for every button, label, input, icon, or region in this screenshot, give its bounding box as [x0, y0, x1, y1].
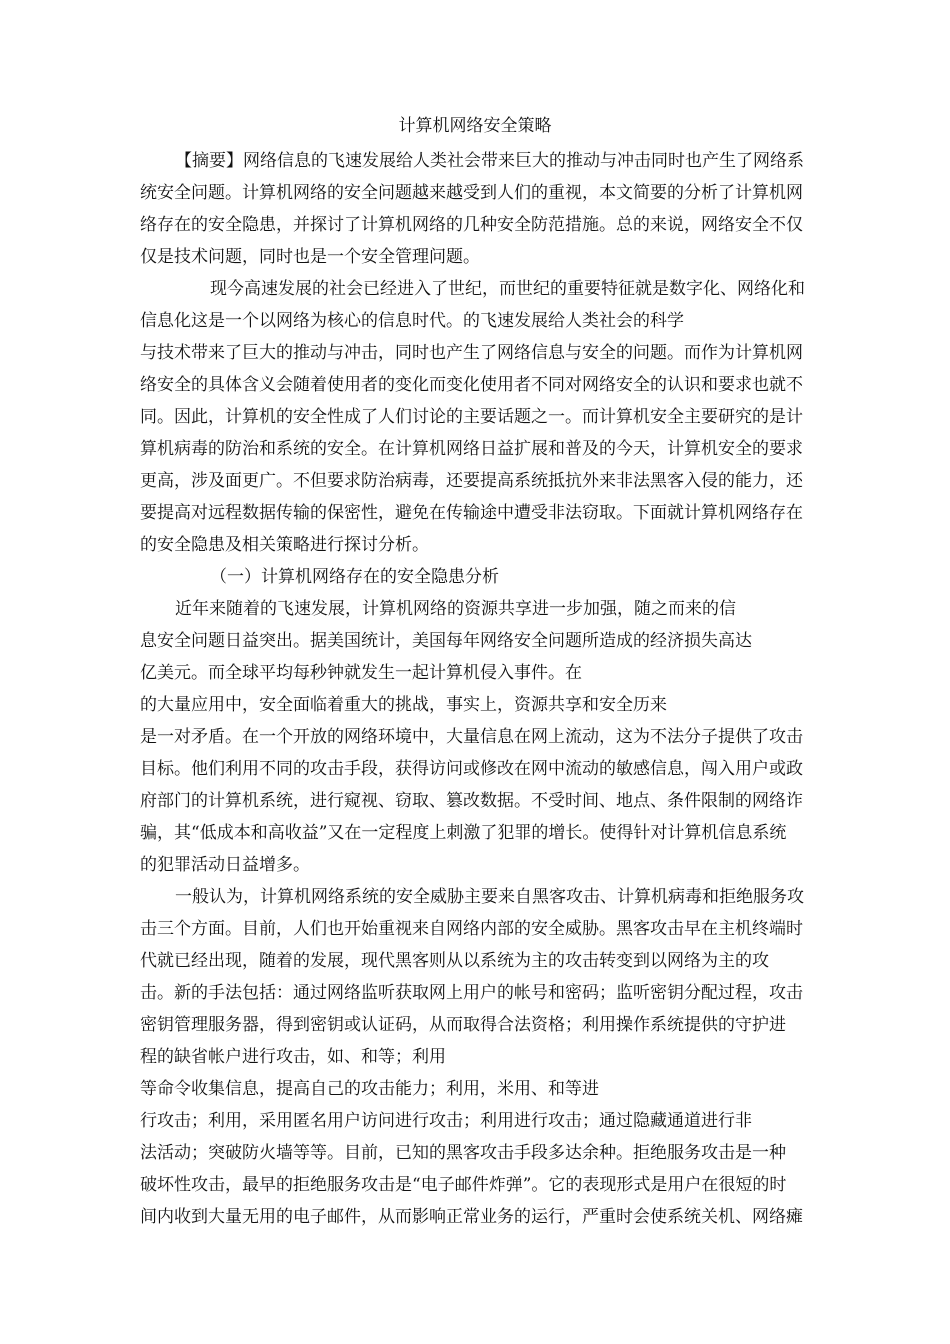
paragraph-line: 击。新的手法包括：通过网络监听获取网上用户的帐号和密码；监听密钥分配过程，攻击	[140, 983, 803, 1003]
paragraph-line: 是一对矛盾。在一个开放的网络环境中，大量信息在网上流动，这为不法分子提供了攻击	[140, 727, 803, 747]
abstract-line-1: 【摘要】网络信息的飞速发展给人类社会带来巨大的推动与冲击同时也产生了网络系	[175, 151, 804, 171]
paragraph-line: 的安全隐患及相关策略进行探讨分析。	[140, 535, 429, 555]
paragraph-line: 行攻击；利用，采用匿名用户访问进行攻击；利用进行攻击；通过隐藏通道进行非	[140, 1111, 752, 1131]
document-title: 计算机网络安全策略	[398, 116, 552, 136]
paragraph-line: 间内收到大量无用的电子邮件，从而影响正常业务的运行，严重时会使系统关机、网络瘫	[140, 1207, 803, 1227]
paragraph-line: 亿美元。而全球平均每秒钟就发生一起计算机侵入事件。在	[140, 663, 582, 683]
section-heading: （一）计算机网络存在的安全隐患分析	[210, 567, 499, 587]
paragraph-line: 密钥管理服务器，得到密钥或认证码，从而取得合法资格；利用操作系统提供的守护进	[140, 1015, 786, 1035]
paragraph-line: 信息化这是一个以网络为核心的信息时代。的飞速发展给人类社会的科学	[140, 311, 684, 331]
paragraph-line: 府部门的计算机系统，进行窥视、窃取、篡改数据。不受时间、地点、条件限制的网络诈	[140, 791, 803, 811]
paragraph-line: 骗，其“低成本和高收益”又在一定程度上刺激了犯罪的增长。使得针对计算机信息系统	[140, 823, 787, 843]
paragraph-line: 算机病毒的防治和系统的安全。在计算机网络日益扩展和普及的今天，计算机安全的要求	[140, 439, 803, 459]
paragraph-line: 更高，涉及面更广。不但要求防治病毒，还要提高系统抵抗外来非法黑客入侵的能力，还	[140, 471, 803, 491]
paragraph-line: 同。因此，计算机的安全性成了人们讨论的主要话题之一。而计算机安全主要研究的是计	[140, 407, 803, 427]
paragraph-line: 近年来随着的飞速发展，计算机网络的资源共享进一步加强，随之而来的信	[175, 599, 736, 619]
paragraph-line: 击三个方面。目前，人们也开始重视来自网络内部的安全威胁。黑客攻击早在主机终端时	[140, 919, 803, 939]
abstract-line-3: 络存在的安全隐患，并探讨了计算机网络的几种安全防范措施。总的来说，网络安全不仅	[140, 215, 803, 235]
paragraph-line: 目标。他们利用不同的攻击手段，获得访问或修改在网中流动的敏感信息，闯入用户或政	[140, 759, 803, 779]
paragraph-line: 破坏性攻击，最早的拒绝服务攻击是“电子邮件炸弹”。它的表现形式是用户在很短的时	[140, 1175, 787, 1195]
paragraph-line: 息安全问题日益突出。据美国统计，美国每年网络安全问题所造成的经济损失高达	[140, 631, 752, 651]
paragraph-line: 要提高对远程数据传输的保密性，避免在传输途中遭受非法窃取。下面就计算机网络存在	[140, 503, 803, 523]
paragraph-line: 现今高速发展的社会已经进入了世纪，而世纪的重要特征就是数字化、网络化和	[210, 279, 805, 299]
paragraph-line: 一般认为，计算机网络系统的安全威胁主要来自黑客攻击、计算机病毒和拒绝服务攻	[175, 887, 804, 907]
paragraph-line: 的大量应用中，安全面临着重大的挑战，事实上，资源共享和安全历来	[140, 695, 667, 715]
paragraph-line: 等命令收集信息，提高自己的攻击能力；利用，米用、和等进	[140, 1079, 599, 1099]
paragraph-line: 法活动；突破防火墙等等。目前，已知的黑客攻击手段多达余种。拒绝服务攻击是一种	[140, 1143, 786, 1163]
paragraph-line: 代就已经出现，随着的发展，现代黑客则从以系统为主的攻击转变到以网络为主的攻	[140, 951, 769, 971]
paragraph-line: 与技术带来了巨大的推动与冲击，同时也产生了网络信息与安全的问题。而作为计算机网	[140, 343, 803, 363]
paragraph-line: 的犯罪活动日益增多。	[140, 855, 310, 875]
abstract-line-4: 仅是技术问题，同时也是一个安全管理问题。	[140, 247, 480, 267]
paragraph-line: 程的缺省帐户进行攻击，如、和等；利用	[140, 1047, 446, 1067]
abstract-line-2: 统安全问题。计算机网络的安全问题越来越受到人们的重视，本文简要的分析了计算机网	[140, 183, 803, 203]
paragraph-line: 络安全的具体含义会随着使用者的变化而变化使用者不同对网络安全的认识和要求也就不	[140, 375, 803, 395]
